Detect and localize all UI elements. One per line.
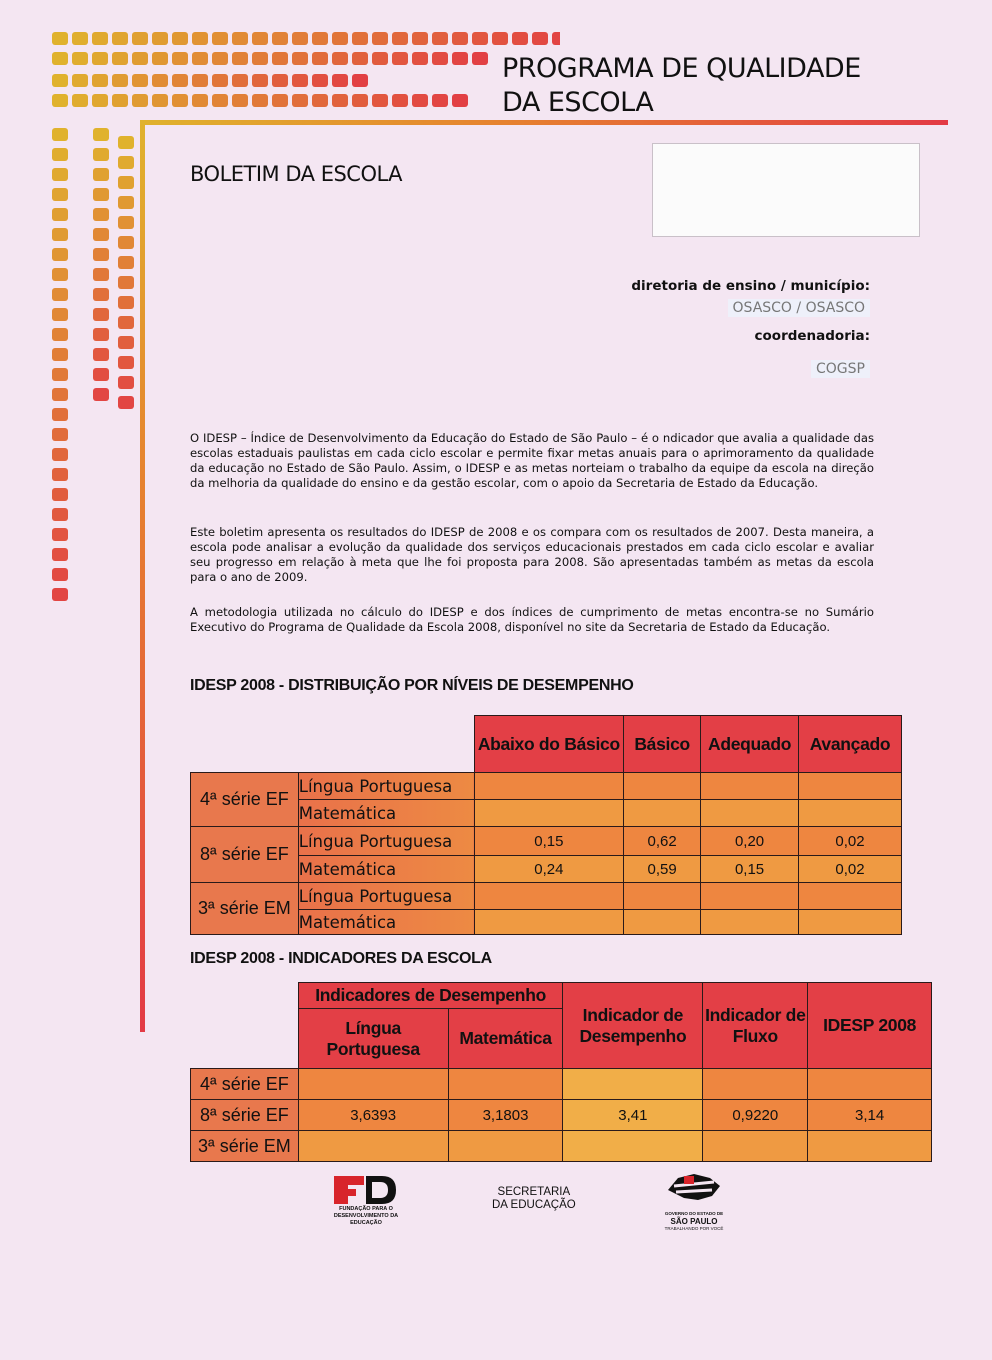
value-cell xyxy=(701,910,799,935)
subject-label: Língua Portuguesa xyxy=(298,883,474,910)
header-idesp-2008: IDESP 2008 xyxy=(808,983,932,1069)
serie-label: 3ª série EM xyxy=(191,883,299,935)
table-row xyxy=(191,1069,932,1100)
intro-paragraph: O IDESP – Índice de Desenvolvimento da Educação do Estado de São Paulo – é o ndicador que avalia a qualidade das escolas estaduais paulistas em cada ciclo escolar e permite fixar metas anuais para o aprimoramento da qualidade da educação no Estado de São Paulo. Assim, o IDESP e as metas norteiam o trabalho da equipe da escola na direção da melhoria da qualidade do ensino e da gestão escolar, com o apoio da Secretaria de Estado da Educação. xyxy=(190,431,874,490)
diretoria-label: diretoria de ensino / município: xyxy=(631,278,870,294)
subject-label: Matemática xyxy=(298,910,474,935)
value-cell xyxy=(799,910,902,935)
value-cell: 3,6393 xyxy=(298,1100,448,1131)
value-cell xyxy=(448,1069,563,1100)
table-row xyxy=(191,827,902,856)
fde-logo-icon xyxy=(320,1170,412,1238)
table-row xyxy=(191,1100,932,1131)
header-adequado: Adequado xyxy=(701,716,799,773)
subject-label: Matemática xyxy=(298,856,474,883)
serie-label: 4ª série EF xyxy=(191,773,299,827)
header-matematica: Matemática xyxy=(448,1009,563,1069)
value-cell xyxy=(448,1131,563,1162)
value-cell: 3,14 xyxy=(808,1100,932,1131)
header-rule xyxy=(140,120,948,125)
diretoria-block xyxy=(631,278,870,316)
value-cell xyxy=(474,800,624,827)
value-cell xyxy=(799,800,902,827)
value-cell xyxy=(563,1069,703,1100)
diretoria-value: OSASCO / OSASCO xyxy=(728,299,870,317)
coordenadoria-value: COGSP xyxy=(811,360,870,378)
sp-logo-line1: GOVERNO DO ESTADO DE xyxy=(664,1211,724,1216)
fde-logo-caption: FUNDAÇÃO PARA O DESENVOLVIMENTO DA EDUCAÇÃO xyxy=(333,1206,399,1226)
serie-label: 8ª série EF xyxy=(191,827,299,883)
value-cell: 3,41 xyxy=(563,1100,703,1131)
serie-label: 8ª série EF xyxy=(191,1100,299,1131)
header-indicador-fluxo: Indicador de Fluxo xyxy=(703,983,808,1069)
distribution-title: IDESP 2008 - DISTRIBUIÇÃO POR NÍVEIS DE DESEMPENHO xyxy=(190,677,634,694)
value-cell xyxy=(474,910,624,935)
header-indicadores-desempenho: Indicadores de Desempenho xyxy=(298,983,563,1009)
value-cell: 3,1803 xyxy=(448,1100,563,1131)
value-cell xyxy=(474,773,624,800)
value-cell xyxy=(624,800,701,827)
value-cell: 0,62 xyxy=(624,827,701,856)
methodology-paragraph: A metodologia utilizada no cálculo do IDESP e dos índices de cumprimento de metas encontra-se no Sumário Executivo do Programa de Qualidade da Escola 2008, disponível no site da Secretaria de Estado da Educação. xyxy=(190,605,874,634)
value-cell xyxy=(701,883,799,910)
fde-logo xyxy=(320,1170,412,1243)
value-cell xyxy=(701,800,799,827)
value-cell xyxy=(298,1069,448,1100)
coordenadoria-label: coordenadoria: xyxy=(754,328,870,344)
header-indicador-desempenho: Indicador de Desempenho xyxy=(563,983,703,1069)
header-lingua-portuguesa: Língua Portuguesa xyxy=(298,1009,448,1069)
school-name-box xyxy=(652,143,920,237)
value-cell: 0,59 xyxy=(624,856,701,883)
indicators-title: IDESP 2008 - INDICADORES DA ESCOLA xyxy=(190,950,492,967)
indicators-table xyxy=(190,982,932,1162)
value-cell xyxy=(701,773,799,800)
value-cell xyxy=(624,910,701,935)
value-cell xyxy=(624,883,701,910)
header-abaixo-basico: Abaixo do Básico xyxy=(474,716,624,773)
results-paragraph: Este boletim apresenta os resultados do IDESP de 2008 e os compara com os resultados de 2007. Desta maneira, a escola pode analisar a evolução da qualidade dos serviços educacionais prestados em cada ciclo escolar e avaliar seu progresso em relação à meta que lhe foi proposta para 2008. São apresentadas também as metas da escola para o ano de 2009. xyxy=(190,525,874,584)
table-row xyxy=(191,1131,932,1162)
value-cell xyxy=(808,1069,932,1100)
value-cell xyxy=(703,1069,808,1100)
table-row xyxy=(191,883,902,910)
side-rule xyxy=(140,120,145,1032)
table-row xyxy=(191,773,902,800)
value-cell xyxy=(298,1131,448,1162)
subject-label: Língua Portuguesa xyxy=(298,773,474,800)
value-cell xyxy=(474,883,624,910)
distribution-header-row xyxy=(191,716,902,773)
subject-label: Língua Portuguesa xyxy=(298,827,474,856)
value-cell: 0,15 xyxy=(474,827,624,856)
value-cell: 0,20 xyxy=(701,827,799,856)
value-cell xyxy=(799,773,902,800)
secretaria-line1: SECRETARIA xyxy=(497,1186,571,1198)
sp-government-logo xyxy=(664,1170,724,1232)
program-title xyxy=(502,52,861,120)
sp-flag-map-icon xyxy=(664,1170,724,1206)
boletim-title: BOLETIM DA ESCOLA xyxy=(190,162,403,186)
serie-label: 3ª série EM xyxy=(191,1131,299,1162)
sp-logo-line2: SÃO PAULO xyxy=(670,1217,718,1226)
secretaria-logo xyxy=(492,1186,576,1212)
header-avancado: Avançado xyxy=(799,716,902,773)
value-cell xyxy=(624,773,701,800)
value-cell xyxy=(703,1131,808,1162)
subject-label: Matemática xyxy=(298,800,474,827)
coordenadoria-block xyxy=(755,328,870,377)
value-cell: 0,24 xyxy=(474,856,624,883)
program-title-line2: DA ESCOLA xyxy=(502,87,654,118)
indicators-header-row xyxy=(191,983,932,1009)
value-cell: 0,9220 xyxy=(703,1100,808,1131)
sp-logo-line3: TRABALHANDO POR VOCÊ xyxy=(664,1226,724,1231)
header-basico: Básico xyxy=(624,716,701,773)
program-title-line1: PROGRAMA DE QUALIDADE xyxy=(502,53,861,84)
value-cell: 0,02 xyxy=(799,856,902,883)
secretaria-line2: DA EDUCAÇÃO xyxy=(492,1199,576,1211)
value-cell: 0,02 xyxy=(799,827,902,856)
value-cell xyxy=(808,1131,932,1162)
value-cell xyxy=(563,1131,703,1162)
distribution-table xyxy=(190,715,902,935)
value-cell xyxy=(799,883,902,910)
serie-label: 4ª série EF xyxy=(191,1069,299,1100)
value-cell: 0,15 xyxy=(701,856,799,883)
